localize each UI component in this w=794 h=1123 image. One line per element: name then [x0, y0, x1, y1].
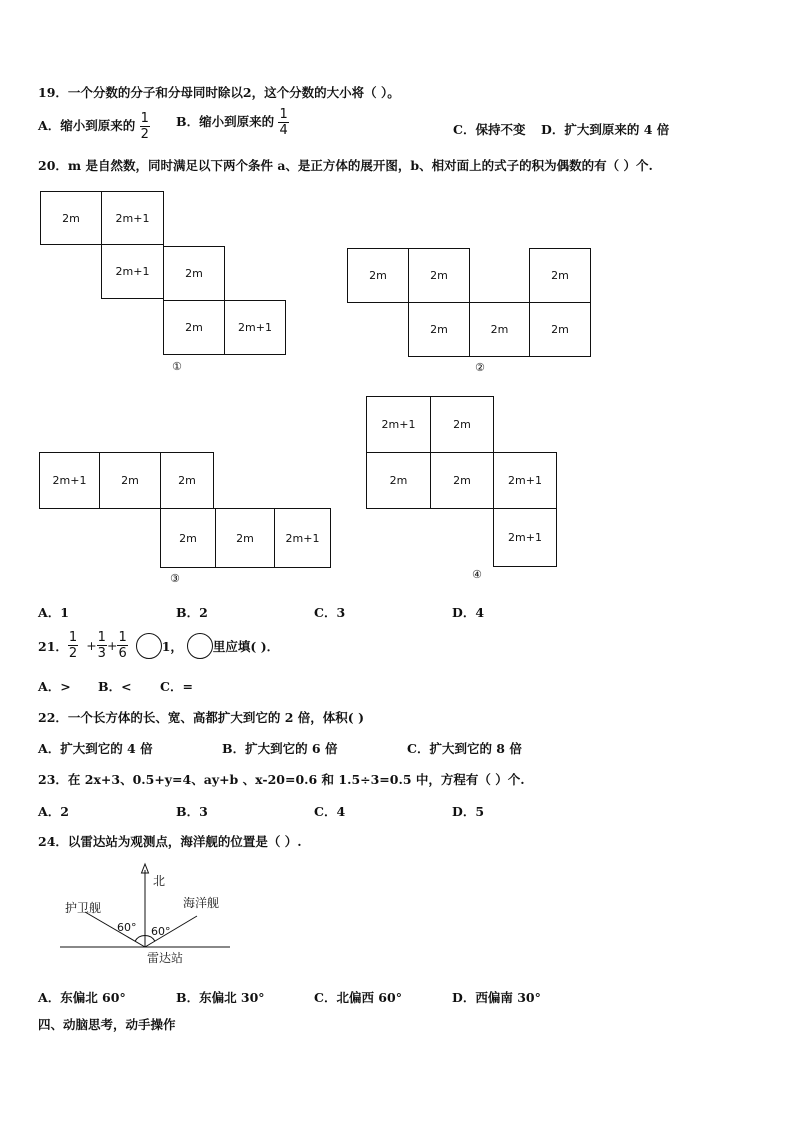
- net-cell: 2m: [366, 452, 431, 509]
- net-cell: 2m: [469, 302, 530, 357]
- q23-option-c: C．4: [314, 804, 346, 819]
- net-cell: 2m: [160, 452, 214, 509]
- q19-option-b-fraction: [278, 108, 288, 137]
- q19-stem: 19．一个分数的分子和分母同时除以2，这个分数的大小将（ ）。: [38, 85, 400, 100]
- q20-option-c: C．3: [314, 605, 346, 620]
- q21-option-b: B．<: [98, 679, 132, 694]
- q21-option-a: A．>: [38, 679, 71, 694]
- q21-tail: 里应填( )．: [212, 638, 280, 654]
- q21-number: 21．: [38, 638, 68, 654]
- net-cell: 2m: [40, 191, 102, 245]
- blank-circle: [136, 633, 162, 659]
- q21-option-c: C．=: [160, 679, 193, 694]
- q20-option-a: A．1: [38, 605, 69, 620]
- net-cell: 2m: [99, 452, 161, 509]
- net-label: ②: [475, 361, 485, 374]
- q21-fraction-2: [97, 631, 107, 660]
- escort-label: 护卫舰: [65, 901, 102, 915]
- plus-sign: +: [106, 638, 118, 653]
- net-cell: 2m: [430, 396, 494, 453]
- net-cell: 2m: [529, 248, 591, 303]
- blank-circle: [187, 633, 213, 659]
- q22-option-b: B．扩大到它的 6 倍: [222, 741, 338, 756]
- q19-option-d: D．扩大到原来的 4 倍: [541, 122, 670, 137]
- fraction-denominator: 4: [279, 123, 288, 138]
- ocean-ship-label: 海洋舰: [183, 896, 220, 910]
- station-label: 雷达站: [147, 951, 184, 965]
- fraction-denominator: 2: [68, 646, 78, 661]
- q24-option-c: C．北偏西 60°: [314, 990, 402, 1005]
- net-cell: 2m+1: [101, 244, 164, 299]
- north-label: 北: [153, 874, 166, 888]
- angle-arc-left: [135, 935, 145, 941]
- q22-option-c: C．扩大到它的 8 倍: [407, 741, 522, 756]
- q24-option-b: B．东偏北 30°: [176, 990, 265, 1005]
- fraction-denominator: 3: [97, 646, 106, 661]
- net-cell: 2m+1: [493, 452, 557, 509]
- q20-option-b: B．2: [176, 605, 208, 620]
- net-cell: 2m: [163, 300, 225, 355]
- q21-stem: [38, 631, 279, 660]
- q24-option-d: D．西偏南 30°: [452, 990, 541, 1005]
- net-cell: 2m+1: [274, 508, 331, 568]
- fraction-numerator: 1: [118, 630, 127, 645]
- q24-option-a: A．东偏北 60°: [38, 990, 126, 1005]
- plus-sign: +: [86, 638, 97, 653]
- q24-stem: 24．以雷达站为观测点，海洋舰的位置是（ ）.: [38, 834, 302, 849]
- fraction-numerator: 1: [140, 111, 149, 126]
- fraction-numerator: 1: [97, 630, 106, 645]
- net-cell: 2m+1: [493, 508, 557, 567]
- q22-stem: 22．一个长方体的长、宽、高都扩大到它的 2 倍，体积( ): [38, 710, 364, 725]
- q22-option-a: A．扩大到它的 4 倍: [38, 741, 153, 756]
- q19-option-a-text: A．缩小到原来的: [38, 118, 136, 133]
- net-cell: 2m: [215, 508, 275, 568]
- q19-option-c: C．保持不变: [453, 122, 526, 137]
- net-cell: 2m+1: [224, 300, 286, 355]
- q19-option-b: [176, 108, 289, 137]
- net-cell: 2m: [347, 248, 409, 303]
- q19-option-a: [38, 112, 150, 141]
- q23-option-b: B．3: [176, 804, 208, 819]
- q20-stem: 20．m 是自然数，同时满足以下两个条件 a、是正方体的展开图，b、相对面上的式子的积为偶数的有（ ）个.: [38, 158, 653, 173]
- q23-stem: 23．在 2x+3、0.5+y=4、ay+b 、x-20=0.6 和 1.5÷3=0.5 中，方程有（ ）个.: [38, 772, 525, 787]
- fraction-numerator: 1: [68, 630, 78, 645]
- net-cell: 2m+1: [366, 396, 431, 453]
- net-label: ①: [172, 360, 182, 373]
- net-cell: 2m: [160, 508, 216, 568]
- angle-left-label: 60°: [117, 921, 137, 934]
- net-label: ④: [472, 568, 482, 581]
- net-cell: 2m: [529, 302, 591, 357]
- q21-fraction-3: [117, 631, 127, 660]
- q23-option-d: D．5: [452, 804, 485, 819]
- net-cell: 2m: [408, 302, 470, 357]
- q20-option-d: D．4: [452, 605, 485, 620]
- section-4-heading: 四、动脑思考，动手操作: [38, 1017, 176, 1032]
- net-cell: 2m: [430, 452, 494, 509]
- net-cell: 2m: [408, 248, 470, 303]
- net-label: ③: [170, 572, 180, 585]
- fraction-numerator: 1: [279, 107, 288, 122]
- net-cell: 2m+1: [101, 191, 164, 245]
- q21-fraction-1: [68, 631, 78, 660]
- q19-option-a-fraction: [140, 112, 150, 141]
- fraction-denominator: 2: [140, 127, 149, 142]
- net-cell: 2m: [163, 246, 225, 301]
- q19-option-b-text: B．缩小到原来的: [176, 114, 275, 129]
- net-cell: 2m+1: [39, 452, 100, 509]
- fraction-denominator: 6: [118, 646, 127, 661]
- q23-option-a: A．2: [38, 804, 69, 819]
- q21-after: 1，: [161, 638, 183, 654]
- direction-diagram: [55, 858, 240, 970]
- angle-right-label: 60°: [151, 925, 171, 938]
